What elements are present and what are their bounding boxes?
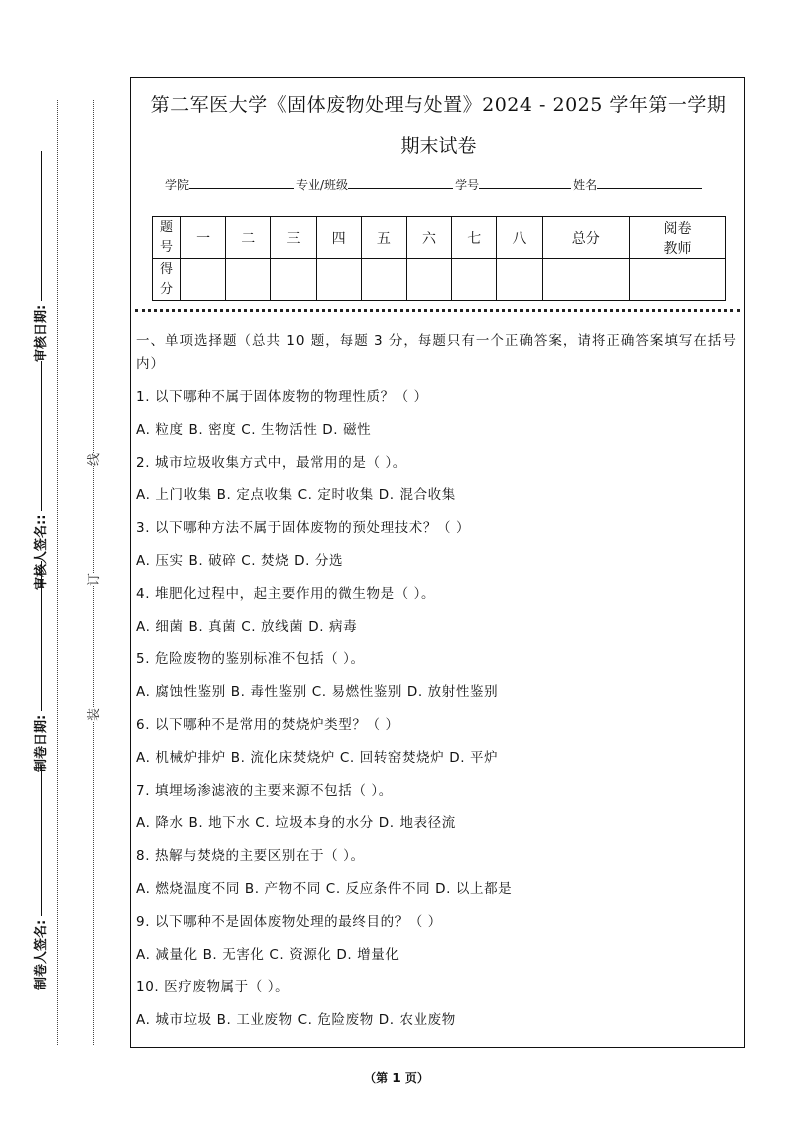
score-cell[interactable] (271, 259, 316, 301)
college-field[interactable] (189, 176, 294, 189)
question-text: 8. 热解与焚烧的主要区别在于（ ）。 (136, 848, 365, 865)
grader-header: 阅卷 教师 (630, 217, 726, 259)
exam-frame (130, 77, 745, 1048)
question-options: A. 上门收集 B. 定点收集 C. 定时收集 D. 混合收集 (136, 487, 456, 504)
total-header: 总分 (542, 217, 630, 259)
page-number: （第 1 页） (364, 1071, 429, 1085)
major-class-label: 专业/班级 (296, 178, 349, 192)
score-cell[interactable] (361, 259, 406, 301)
review-date-line[interactable] (41, 151, 42, 301)
col-7-header: 七 (452, 217, 497, 259)
question-list (136, 381, 741, 1037)
name-field[interactable] (597, 176, 702, 189)
score-table (152, 216, 726, 301)
questions-section (136, 330, 741, 1037)
question-options: A. 降水 B. 地下水 C. 垃圾本身的水分 D. 地表径流 (136, 815, 456, 832)
col-4-header: 四 (316, 217, 361, 259)
binding-dotted-line-outer (57, 100, 58, 1045)
col-3-header: 三 (271, 217, 316, 259)
score-cell[interactable] (316, 259, 361, 301)
cut-mark-bind: 订 (83, 573, 102, 586)
exam-title: 第二军医大学《固体废物处理与处置》2024 - 2025 学年第一学期 (150, 94, 727, 116)
col-6-header: 六 (406, 217, 451, 259)
major-class-field[interactable] (348, 176, 453, 189)
review-date-label: 审核日期: (30, 151, 49, 362)
section-title: 一、单项选择题（总共 10 题，每题 3 分，每题只有一个正确答案，请将正确答案填写在括号内） (136, 333, 737, 372)
col-2-header: 二 (226, 217, 271, 259)
question-text: 5. 危险废物的鉴别标准不包括（ ）。 (136, 651, 365, 668)
question-options: A. 城市垃圾 B. 工业废物 C. 危险废物 D. 农业废物 (136, 1012, 456, 1029)
reviewer-signature-label: 审核人签名:: (30, 361, 49, 590)
col-5-header: 五 (361, 217, 406, 259)
binding-strip (0, 0, 128, 1122)
question-number-header: 题 号 (153, 217, 181, 259)
question-text: 6. 以下哪种不是常用的焚烧炉类型？（ ） (136, 716, 400, 733)
question-text: 2. 城市垃圾收集方式中，最常用的是（ ）。 (136, 454, 407, 471)
student-id-field[interactable] (479, 176, 571, 189)
question-options: A. 燃烧温度不同 B. 产物不同 C. 反应条件不同 D. 以上都是 (136, 880, 513, 897)
student-id-label: 学号 (455, 178, 480, 192)
score-table-header-row (153, 217, 726, 259)
question-text: 9. 以下哪种不是固体废物处理的最终目的？（ ） (136, 913, 442, 930)
score-cell[interactable] (497, 259, 542, 301)
student-info-row (165, 176, 704, 193)
question-options: A. 压实 B. 破碎 C. 焚烧 D. 分选 (136, 552, 344, 569)
question-text: 7. 填埋场渗滤液的主要来源不包括（ ）。 (136, 782, 393, 799)
name-label: 姓名 (573, 178, 598, 192)
question-text: 10. 医疗废物属于（ ）。 (136, 979, 290, 996)
question-options: A. 粒度 B. 密度 C. 生物活性 D. 磁性 (136, 421, 372, 438)
question-text: 3. 以下哪种方法不属于固体废物的预处理技术？（ ） (136, 520, 471, 537)
cut-mark-line: 线 (83, 453, 102, 466)
question-text: 1. 以下哪种不属于固体废物的物理性质？（ ） (136, 389, 428, 405)
grader-cell[interactable] (630, 259, 726, 301)
score-cell[interactable] (406, 259, 451, 301)
score-row-label: 得 分 (153, 259, 181, 301)
question-options: A. 机械炉排炉 B. 流化床焚烧炉 C. 回转窑焚烧炉 D. 平炉 (136, 749, 499, 766)
question-options: A. 细菌 B. 真菌 C. 放线菌 D. 病毒 (136, 618, 358, 635)
exam-subtitle: 期末试卷 (400, 135, 477, 157)
paper-date-label: 制卷日期: (30, 561, 49, 772)
paper-maker-signature-line[interactable] (41, 766, 42, 916)
paper-maker-signature-label: 制卷人签名: (30, 766, 49, 990)
paper-date-line[interactable] (41, 561, 42, 711)
college-label: 学院 (165, 178, 190, 192)
score-table-score-row (153, 259, 726, 301)
cut-mark-pack: 装 (83, 708, 102, 721)
dotted-separator (135, 309, 740, 312)
score-cell[interactable] (452, 259, 497, 301)
question-text: 4. 堆肥化过程中，起主要作用的微生物是（ ）。 (136, 585, 436, 602)
score-cell[interactable] (181, 259, 226, 301)
col-1-header: 一 (181, 217, 226, 259)
question-options: A. 腐蚀性鉴别 B. 毒性鉴别 C. 易燃性鉴别 D. 放射性鉴别 (136, 684, 499, 701)
score-cell[interactable] (226, 259, 271, 301)
col-8-header: 八 (497, 217, 542, 259)
total-score-cell[interactable] (542, 259, 630, 301)
question-options: A. 减量化 B. 无害化 C. 资源化 D. 增量化 (136, 946, 400, 963)
reviewer-signature-line[interactable] (41, 361, 42, 511)
